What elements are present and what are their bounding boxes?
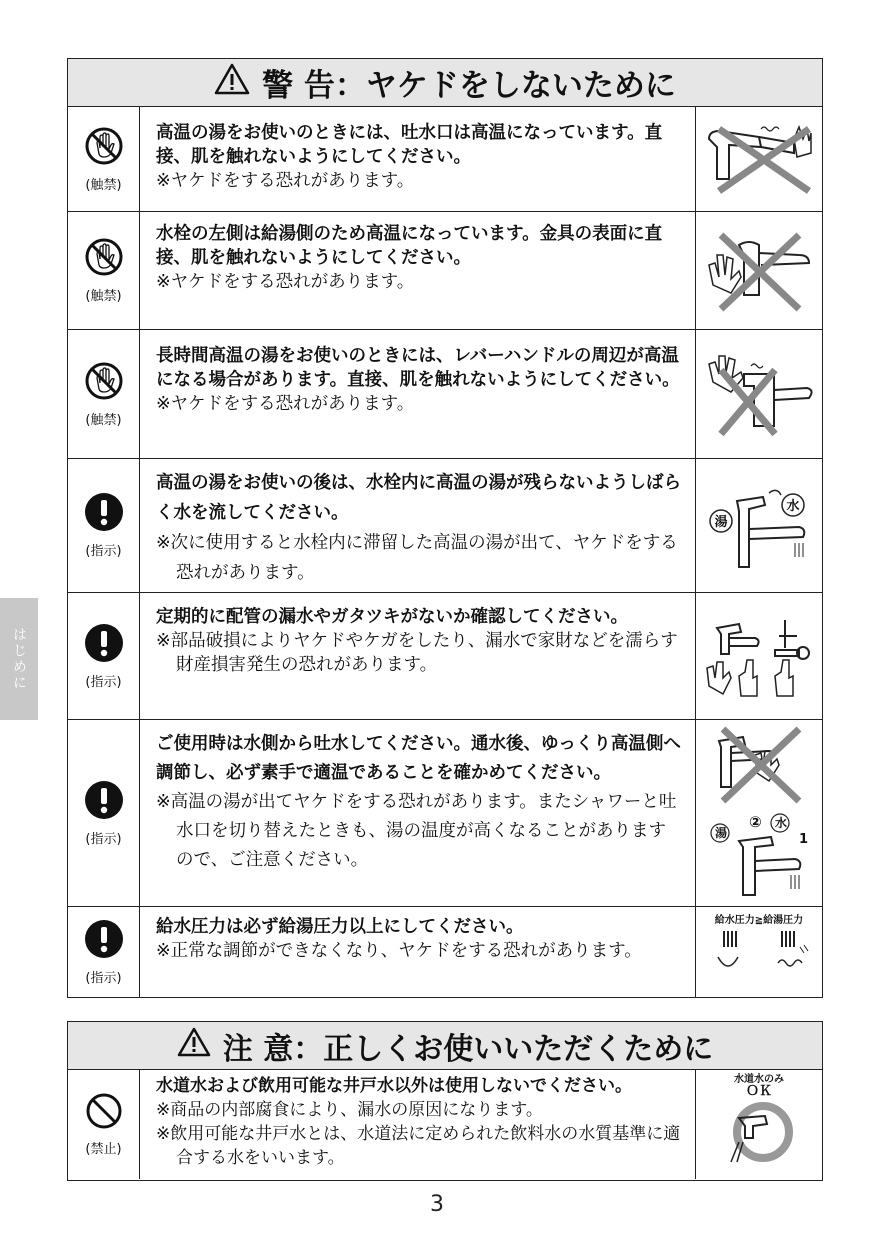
- row-note: ※次に使用すると水栓内に滞留した高温の湯が出て、ヤケドをする恐れがあります。: [156, 533, 678, 583]
- faucet-hot-spout-illustration: [699, 119, 819, 199]
- cold-label: 水: [775, 816, 788, 830]
- prohibition-icon: [85, 1092, 123, 1134]
- row-note: ※正常な調節ができなくなり、ヤケドをする恐れがあります。: [156, 941, 642, 961]
- caution-triangle-icon: [177, 1027, 211, 1065]
- warning-triangle-icon: [214, 63, 250, 103]
- caution-row: [68, 1070, 822, 1179]
- step-one-label: 1: [799, 832, 809, 847]
- faucet-hot-lever-illustration: [699, 346, 819, 442]
- warning-row: [68, 720, 822, 907]
- mandatory-icon: [84, 492, 124, 536]
- row-main-text: 水栓の左側は給湯側のため高温になっています。金具の表面に直接、肌を触れないようにしてください。: [156, 224, 663, 268]
- row-icon-label: (指示): [85, 544, 122, 559]
- row-icon-label: (指示): [85, 831, 122, 847]
- page-number: 3: [430, 1192, 444, 1217]
- caution-title: 注 意：正しくお使いいただくために: [222, 1031, 714, 1067]
- row-icon-cell: [68, 330, 140, 458]
- row-icon-cell: [68, 459, 140, 592]
- temperature-adjust-illustration: [699, 725, 819, 901]
- row-note: ※高温の湯が出てヤケドをする恐れがあります。またシャワーと吐水口を切り替えたときも、湯の温度が高くなることがありますので、ご注意ください。: [156, 792, 677, 870]
- row-icon-cell: [68, 212, 140, 329]
- row-illustration: [695, 907, 822, 997]
- section-side-tab: [0, 598, 38, 720]
- row-text: [140, 330, 695, 458]
- section-side-tab-label: はじめに: [11, 627, 27, 691]
- warning-row: [68, 212, 822, 330]
- row-icon-label: (触禁): [85, 289, 122, 304]
- faucet-hot-side-illustration: [699, 225, 819, 317]
- warning-header: [68, 59, 822, 107]
- row-icon-label: (触禁): [85, 177, 122, 193]
- row-illustration: [695, 212, 822, 329]
- warning-row: [68, 459, 822, 593]
- row-illustration: [695, 593, 822, 719]
- warning-title: 警 告：ヤケドをしないために: [262, 68, 676, 104]
- row-text: [140, 720, 695, 906]
- pipe-inspection-illustration: [699, 606, 819, 706]
- hot-label: 湯: [714, 514, 728, 530]
- row-note: ※飲用可能な井戸水とは、水道法に定められた飲料水の水質基準に適合する水をいいます。: [156, 1124, 681, 1168]
- row-illustration: [695, 1070, 822, 1179]
- step-two-label: ②: [749, 813, 762, 831]
- no-touch-icon: [84, 126, 124, 170]
- row-main-text: 高温の湯をお使いのときには、吐水口は高温になっています。直接、肌を触れないようにしてください。: [156, 123, 663, 167]
- row-main-text: 定期的に配管の漏水やガタツキがないか確認してください。: [156, 607, 628, 627]
- row-text: [140, 107, 695, 211]
- row-icon-cell: [68, 720, 140, 906]
- no-touch-icon: [84, 237, 124, 281]
- cold-label: 水: [786, 498, 800, 514]
- tap-water-ok-illustration: [709, 1098, 809, 1166]
- row-illustration: [695, 459, 822, 592]
- warning-row: [68, 907, 822, 997]
- row-icon-cell: [68, 1070, 140, 1179]
- pressure-caption: 給水圧力≧給湯圧力: [714, 915, 804, 926]
- row-illustration: [695, 107, 822, 211]
- row-icon-label: (触禁): [85, 412, 122, 428]
- row-note: ※ヤケドをする恐れがあります。: [156, 394, 415, 414]
- row-text: [140, 1070, 695, 1179]
- row-icon-label: (指示): [85, 674, 122, 690]
- mandatory-icon: [84, 623, 124, 667]
- row-main-text: 給水圧力は必ず給湯圧力以上にしてください。: [156, 917, 524, 937]
- warning-row: [68, 593, 822, 720]
- row-text: [140, 907, 695, 997]
- ok-label: ＯＫ: [745, 1084, 772, 1099]
- tap-water-caption: 水道水のみ: [734, 1074, 784, 1085]
- faucet-flush-water-illustration: [699, 471, 819, 581]
- row-illustration: [695, 330, 822, 458]
- row-note: ※部品破損によりヤケドやケガをしたり、漏水で家財などを濡らす財産損害発生の恐れがあります。: [156, 631, 678, 675]
- no-touch-icon: [84, 361, 124, 405]
- row-note: ※ヤケドをする恐れがあります。: [156, 272, 415, 292]
- row-main-text: ご使用時は水側から吐水してください。通水後、ゆっくり高温側へ調節し、必ず素手で適温であることを確かめてください。: [156, 734, 681, 783]
- hot-label: 湯: [715, 826, 728, 840]
- caution-header: [68, 1022, 822, 1070]
- row-icon-label: (禁止): [85, 1142, 122, 1157]
- row-note: ※商品の内部腐食により、漏水の原因になります。: [156, 1100, 543, 1120]
- row-illustration: [695, 720, 822, 906]
- row-main-text: 高温の湯をお使いの後は、水栓内に高温の湯が残らないようしばらく水を流してください。: [156, 473, 681, 523]
- row-main-text: 水道水および飲用可能な井戸水以外は使用しないでください。: [156, 1076, 632, 1096]
- mandatory-icon: [84, 780, 124, 824]
- row-icon-cell: [68, 107, 140, 211]
- warning-row: [68, 330, 822, 459]
- row-main-text: 長時間高温の湯をお使いのときには、レバーハンドルの周辺が高温になる場合があります。直接、肌を触れないようにしてください。: [156, 346, 680, 390]
- row-text: [140, 459, 695, 592]
- row-icon-cell: [68, 593, 140, 719]
- warning-row: [68, 107, 822, 212]
- pressure-comparison-illustration: [704, 927, 814, 979]
- row-text: [140, 212, 695, 329]
- row-note: ※ヤケドをする恐れがあります。: [156, 171, 415, 191]
- caution-box: [67, 1021, 823, 1181]
- row-icon-label: (指示): [85, 970, 122, 986]
- row-text: [140, 593, 695, 719]
- row-icon-cell: [68, 907, 140, 997]
- mandatory-icon: [84, 919, 124, 963]
- warning-box: [67, 58, 823, 998]
